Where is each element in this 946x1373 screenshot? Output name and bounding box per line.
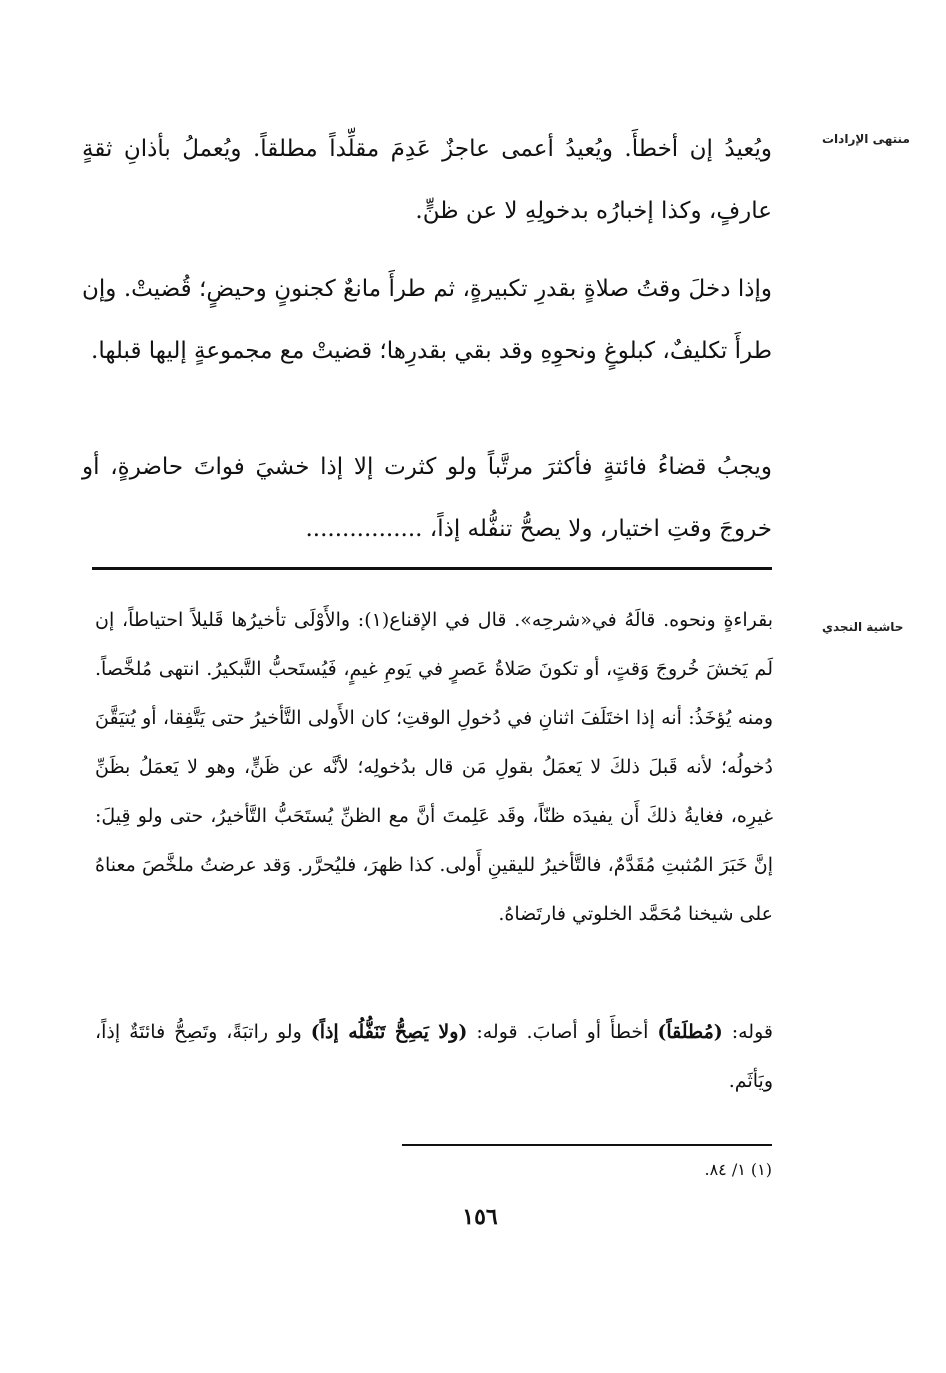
quoted-term-tanaffuluh: (ولا يَصِحُّ تَنَفُّلُه إذاً) (310, 1021, 468, 1043)
commentary-paragraph-2 (95, 1008, 773, 1106)
commentary-paragraph-1: بقراءةٍ ونحوه. قالَهُ في«شرحِه». قال في الإقناع(١): والأَوْلَى تأخيرُها قَليلاً احتياطاً، إن لَم يَخشَ خُروجَ وَقتٍ، أو تكونَ صَلاةُ عَصرٍ في يَومِ غيمٍ، فَيُستَحبُّ التَّبكيرُ. انتهى مُلخَّصاً. ومنه يُؤخَذُ: أنه إذا اختَلَفَ اثنانِ في دُخولِ الوقتِ؛ كان الأَولى التَّأخيرُ حتى يَتَّفِقا، أو يُتيَقَّنَ دُخولُه؛ لأنه قَبلَ ذلكَ لا يَعمَلُ بقولِ مَن قال بدُخولِه؛ لأنَّه عن ظَنٍّ، وهو لا يَعمَلُ بظَنِّ غيرِه، فغايةُ ذلكَ أَن يفيدَه ظنّاً، وقَد عَلِمتَ أنَّ مع الظنِّ يُستَحَبُّ التَّأخيرُ، حتى ولو قِيلَ: إنَّ خَبَرَ المُثبتِ مُقَدَّمٌ، فالتَّأخيرُ لليقينِ أَولى. كذا ظهرَ، فليُحرَّر. وَقد عرضتُ ملخَّصَ معناهُ على شيخنا مُحَمَّد الخلوتي فارتَضاهُ. (95, 609, 773, 925)
quoted-term-mutlaqan: (مُطلَقاً) (657, 1021, 723, 1043)
page-number: ١٥٦ (462, 1204, 498, 1230)
side-label-commentary: حاشية النجدي (822, 620, 904, 634)
footnote-divider (402, 1144, 772, 1146)
main-paragraph-3: ويجبُ قضاءُ فائتةٍ فأكثرَ مرتَّباً ولو كثرت إلا إذا خشيَ فواتَ حاضرةٍ، أو خروجَ وقتِ اختيار، ولا يصحُّ تنفُّله إذاً، ................ (82, 454, 772, 542)
footnote: (١) ١/ ٨٤. (704, 1160, 772, 1179)
commentary-text: قوله: (722, 1021, 773, 1043)
main-text-divider (92, 567, 772, 570)
main-paragraph-2: وإذا دخلَ وقتُ صلاةٍ بقدرِ تكبيرةٍ، ثم طرأَ مانعٌ كجنونٍ وحيضٍ؛ قُضيتْ. وإن طرأَ تكليفٌ، كبلوغٍ ونحوِهِ وقد بقي بقدرِها؛ قضيتْ مع مجموعةٍ إليها قبلها. (82, 276, 772, 364)
side-label-main-text: منتهى الإرادات (822, 132, 910, 146)
commentary-text: ولو راتبَةً، وتَصِحُّ فائتَةٌ إذاً، ويَأثَم. (95, 1021, 773, 1092)
commentary-text: أخطأَ أو أصابَ. قوله: (467, 1021, 658, 1043)
main-paragraph-1: ويُعيدُ إن أخطأَ. ويُعيدُ أعمى عاجزٌ عَدِمَ مقلِّداً مطلقاً. ويُعملُ بأذانِ ثقةٍ عارفٍ، وكذا إخبارُه بدخولِهِ لا عن ظنٍّ. (82, 136, 772, 224)
